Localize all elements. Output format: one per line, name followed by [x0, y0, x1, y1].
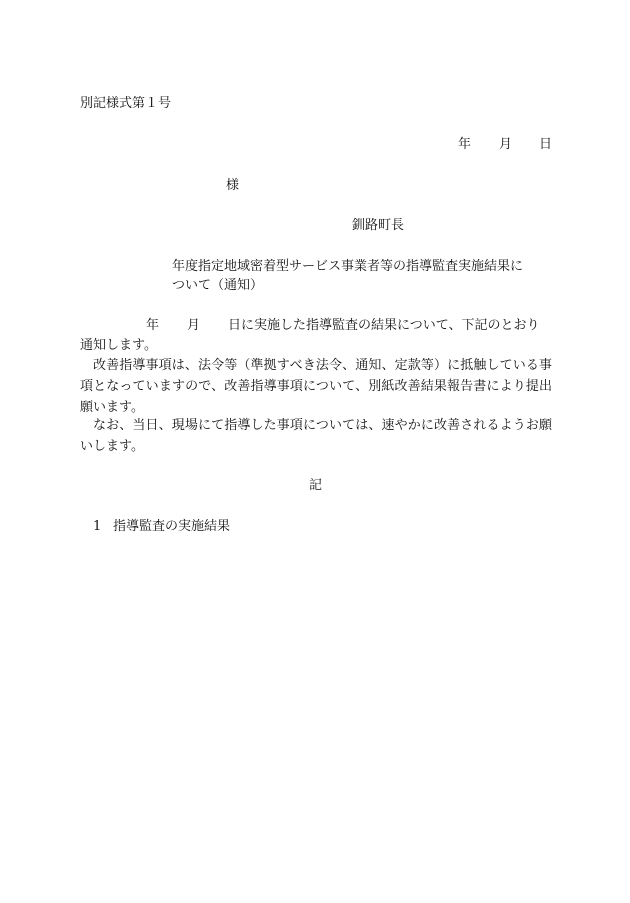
recipient-suffix: 様	[226, 178, 240, 193]
sender-name: 釧路町長	[352, 218, 405, 233]
body-paragraph-2: 改善指導事項は、法令等（準拠すべき法令、通知、定款等）に抵触している事項となっていますので、改善指導事項について、別紙改善結果報告書により提出願います。	[80, 358, 552, 415]
subject-line-2: ついて（通知）	[172, 278, 264, 293]
subject-line-1: 年度指定地域密着型サービス事業者等の指導監査実施結果に	[172, 259, 524, 274]
ki-heading: 記	[309, 478, 323, 493]
section-1-number: 1	[93, 519, 102, 534]
body-year: 年	[146, 318, 160, 333]
body-month: 月	[187, 318, 201, 333]
date-month: 月	[499, 137, 513, 152]
date-year: 年	[458, 137, 472, 152]
section-1-title: 指導監査の実施結果	[113, 519, 231, 534]
form-label: 別記様式第１号	[80, 96, 172, 111]
body-line-2: 通知します。	[80, 338, 157, 353]
body-paragraph-3: なお、当日、現場にて指導した事項については、速やかに改善されるようお願いします。	[80, 418, 552, 454]
body-line-1-rest: 日に実施した指導監査の結果について、下記のとおり	[228, 318, 540, 333]
date-day: 日	[539, 137, 553, 152]
